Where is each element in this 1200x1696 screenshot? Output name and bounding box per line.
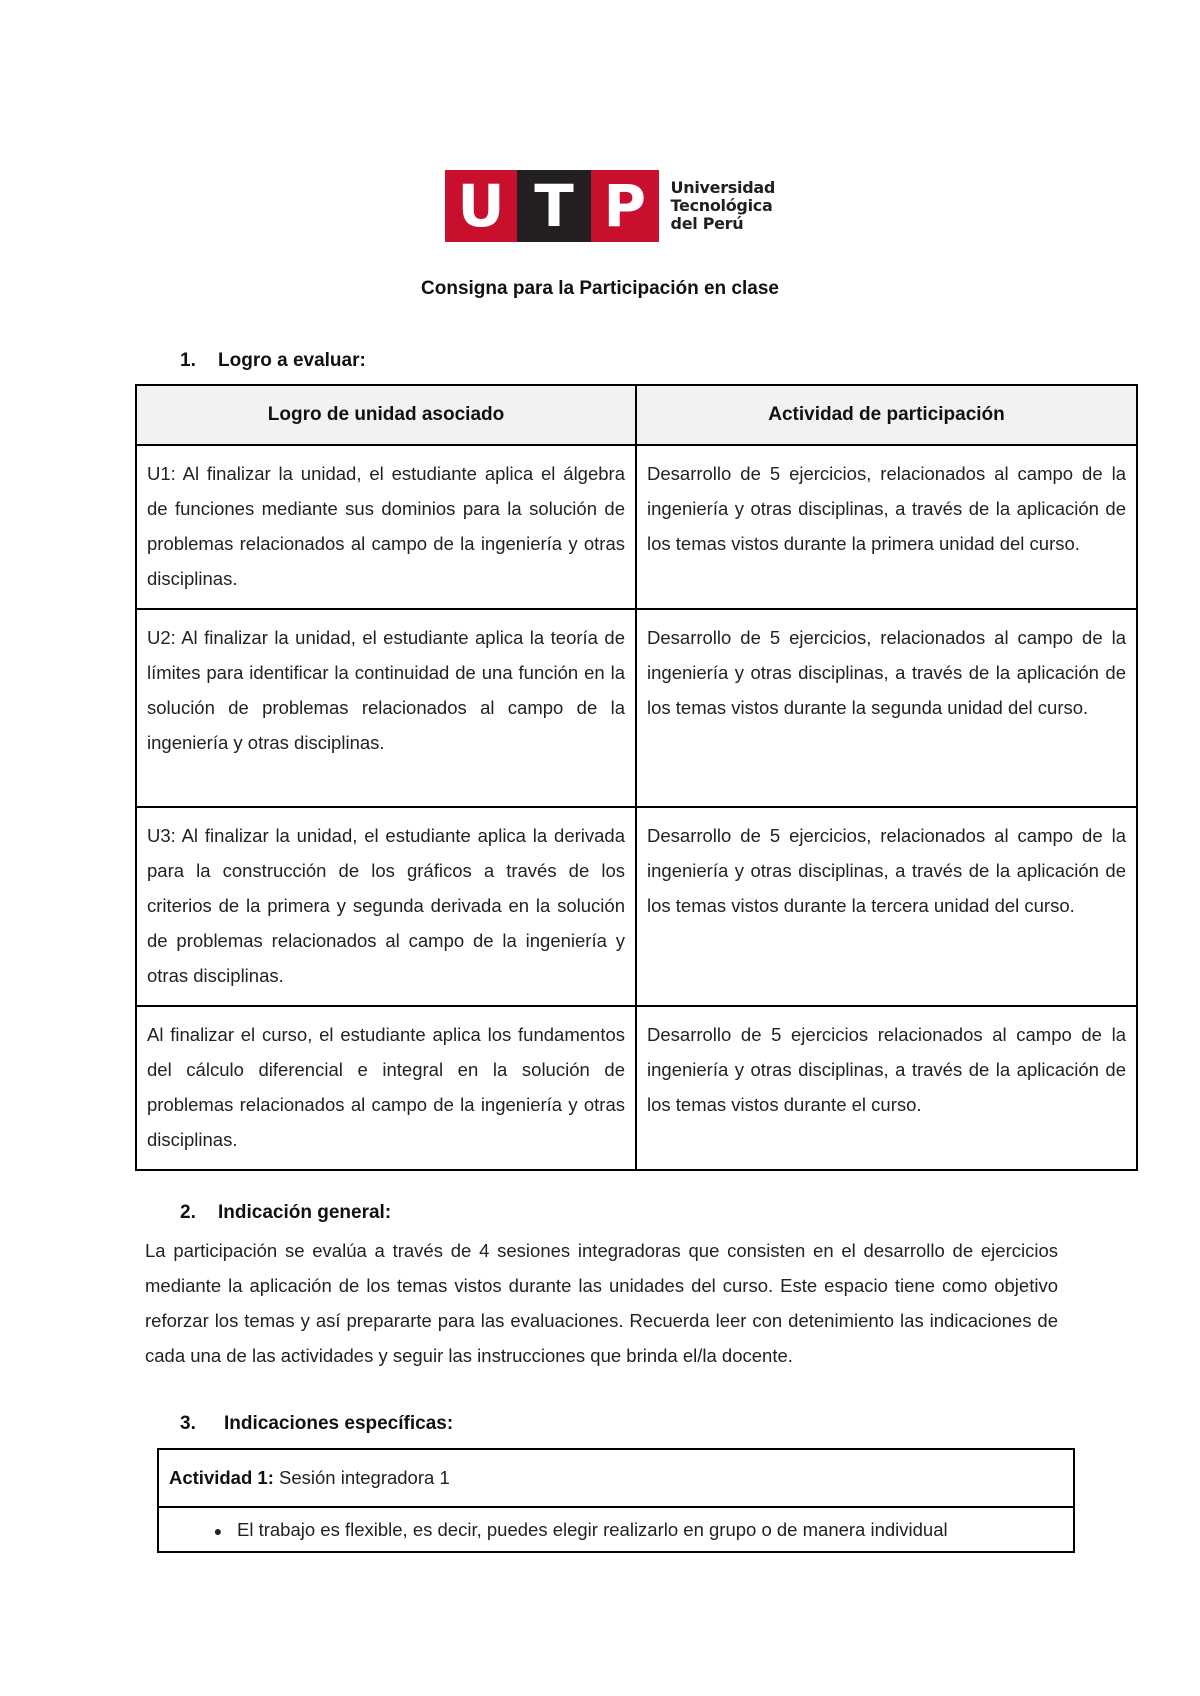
logros-table bbox=[135, 384, 1138, 1171]
table-row bbox=[136, 1006, 1137, 1170]
table-row bbox=[136, 445, 1137, 609]
table-row bbox=[136, 609, 1137, 807]
actividad-title-cell bbox=[158, 1449, 1074, 1507]
logo-letter-u: U bbox=[445, 170, 517, 242]
actividad-bullet-cell bbox=[158, 1507, 1074, 1552]
cell-actividad: Desarrollo de 5 ejercicios, relacionados al campo de la ingeniería y otras disciplinas, a través de la aplicación de los temas vistos durante la tercera unidad del curso. bbox=[636, 807, 1137, 1006]
section-number: 2. bbox=[180, 1202, 196, 1223]
logo-text-line: Universidad bbox=[670, 178, 775, 197]
section-number: 3. bbox=[180, 1413, 196, 1434]
section-heading-logro bbox=[180, 350, 366, 372]
cell-actividad: Desarrollo de 5 ejercicios, relacionados al campo de la ingeniería y otras disciplinas, a través de la aplicación de los temas vistos durante la primera unidad del curso. bbox=[636, 445, 1137, 609]
document-title: Consigna para la Participación en clase bbox=[421, 278, 779, 299]
logo-text-line: Tecnológica bbox=[670, 196, 773, 215]
section-label: Indicación general: bbox=[218, 1202, 392, 1223]
actividad-label: Actividad 1: bbox=[169, 1467, 274, 1488]
header-logro: Logro de unidad asociado bbox=[136, 385, 636, 445]
logo-letter-t: T bbox=[517, 170, 591, 242]
indicacion-general-text: La participación se evalúa a través de 4 sesiones integradoras que consisten en el desarrollo de ejercicios mediante la aplicación de los temas vistos durante las unidades del curso. Este espacio tiene como objetivo reforzar los temas y así prepararte para las evaluaciones. Recuerda leer con detenimiento las indicaciones de cada una de las actividades y seguir las instrucciones que brinda el/la docente. bbox=[145, 1240, 1058, 1366]
cell-logro: U2: Al finalizar la unidad, el estudiante aplica la teoría de límites para identificar la continuidad de una función en la solución de problemas relacionados al campo de la ingeniería y otras disciplinas. bbox=[136, 609, 636, 807]
section-number: 1. bbox=[180, 350, 196, 371]
bullet-icon: ● bbox=[213, 1522, 223, 1539]
actividad-title-row bbox=[158, 1449, 1074, 1507]
header-actividad: Actividad de participación bbox=[636, 385, 1137, 445]
cell-logro: U3: Al finalizar la unidad, el estudiante aplica la derivada para la construcción de los gráficos a través de los criterios de la primera y segunda derivada en la solución de problemas relacionados al campo de la ingeniería y otras disciplinas. bbox=[136, 807, 636, 1006]
cell-logro: Al finalizar el curso, el estudiante aplica los fundamentos del cálculo diferencial e integral en la solución de problemas relacionados al campo de la ingeniería y otras disciplinas. bbox=[136, 1006, 636, 1170]
section-label: Logro a evaluar: bbox=[218, 350, 366, 371]
logo-text-line: del Perú bbox=[670, 214, 744, 233]
cell-actividad: Desarrollo de 5 ejercicios relacionados al campo de la ingeniería y otras disciplinas, a través de la aplicación de los temas vistos durante el curso. bbox=[636, 1006, 1137, 1170]
logo-letter-p: P bbox=[591, 170, 659, 242]
cell-logro: U1: Al finalizar la unidad, el estudiante aplica el álgebra de funciones mediante sus dominios para la solución de problemas relacionados al campo de la ingeniería y otras disciplinas. bbox=[136, 445, 636, 609]
table-header-row bbox=[136, 385, 1137, 445]
section-heading-indicaciones-especificas bbox=[180, 1413, 453, 1435]
bullet-text: El trabajo es flexible, es decir, puedes elegir realizarlo en grupo o de manera individual bbox=[237, 1518, 948, 1540]
section-label: Indicaciones específicas: bbox=[224, 1413, 454, 1434]
table-row bbox=[136, 807, 1137, 1006]
list-item bbox=[158, 1507, 1074, 1552]
cell-actividad: Desarrollo de 5 ejercicios, relacionados al campo de la ingeniería y otras disciplinas, a través de la aplicación de los temas vistos durante la segunda unidad del curso. bbox=[636, 609, 1137, 807]
actividad-name: Sesión integradora 1 bbox=[279, 1467, 450, 1488]
logo-wordmark bbox=[671, 179, 775, 233]
utp-logo bbox=[445, 170, 775, 242]
actividad-table bbox=[157, 1448, 1075, 1553]
section-heading-indicacion-general bbox=[180, 1202, 391, 1224]
